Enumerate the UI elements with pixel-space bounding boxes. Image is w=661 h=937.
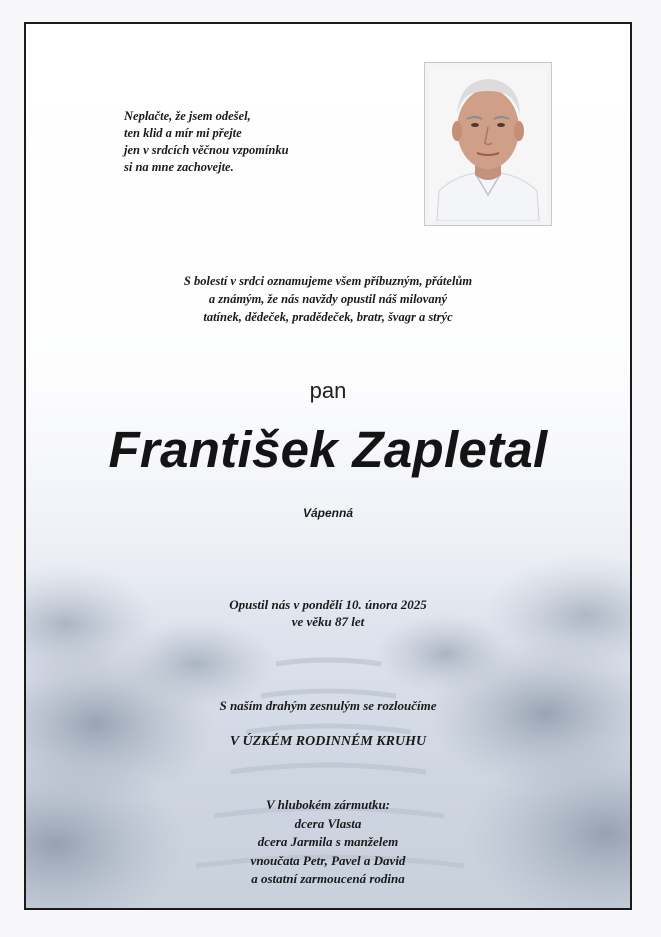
- title-prefix: pan: [309, 378, 347, 403]
- mourners-heading: V hlubokém zármutku:: [265, 797, 391, 812]
- death-date-line: Opustil nás v pondělí 10. února 2025: [229, 597, 427, 612]
- mourner-item: dcera Vlasta: [294, 815, 362, 831]
- mourner-item: a ostatní zarmoucená rodina: [251, 871, 405, 886]
- farewell-line: S naším drahým zesnulým se rozloučíme: [219, 698, 437, 713]
- age-line: ve věku 87 let: [291, 614, 365, 629]
- memorial-poem: Neplačte, že jsem odešel, ten klid a mír mi přejte jen v srdcích věčnou vzpomínku si na mne zachovejte.: [124, 109, 289, 174]
- portrait-photo-frame: [424, 62, 552, 226]
- deceased-name: František Zapletal: [108, 421, 548, 478]
- mourner-item: vnoučata Petr, Pavel a David: [250, 852, 406, 868]
- residence-place: Vápenná: [302, 506, 353, 520]
- ceremony-note: V ÚZKÉM RODINNÉM KRUHU: [229, 734, 427, 749]
- mourners-list: [26, 796, 630, 889]
- announcement-text: S bolestí v srdci oznamujeme všem příbuzným, přátelům a známým, že nás navždy opustil náš milovaný tatínek, dědeček, pradědeček, bratr, švagr a strýc: [183, 274, 473, 324]
- portrait-photo: [429, 67, 547, 221]
- death-info: [26, 596, 630, 630]
- obituary-border-frame: [24, 22, 632, 910]
- mourner-item: dcera Jarmila s manželem: [257, 834, 399, 849]
